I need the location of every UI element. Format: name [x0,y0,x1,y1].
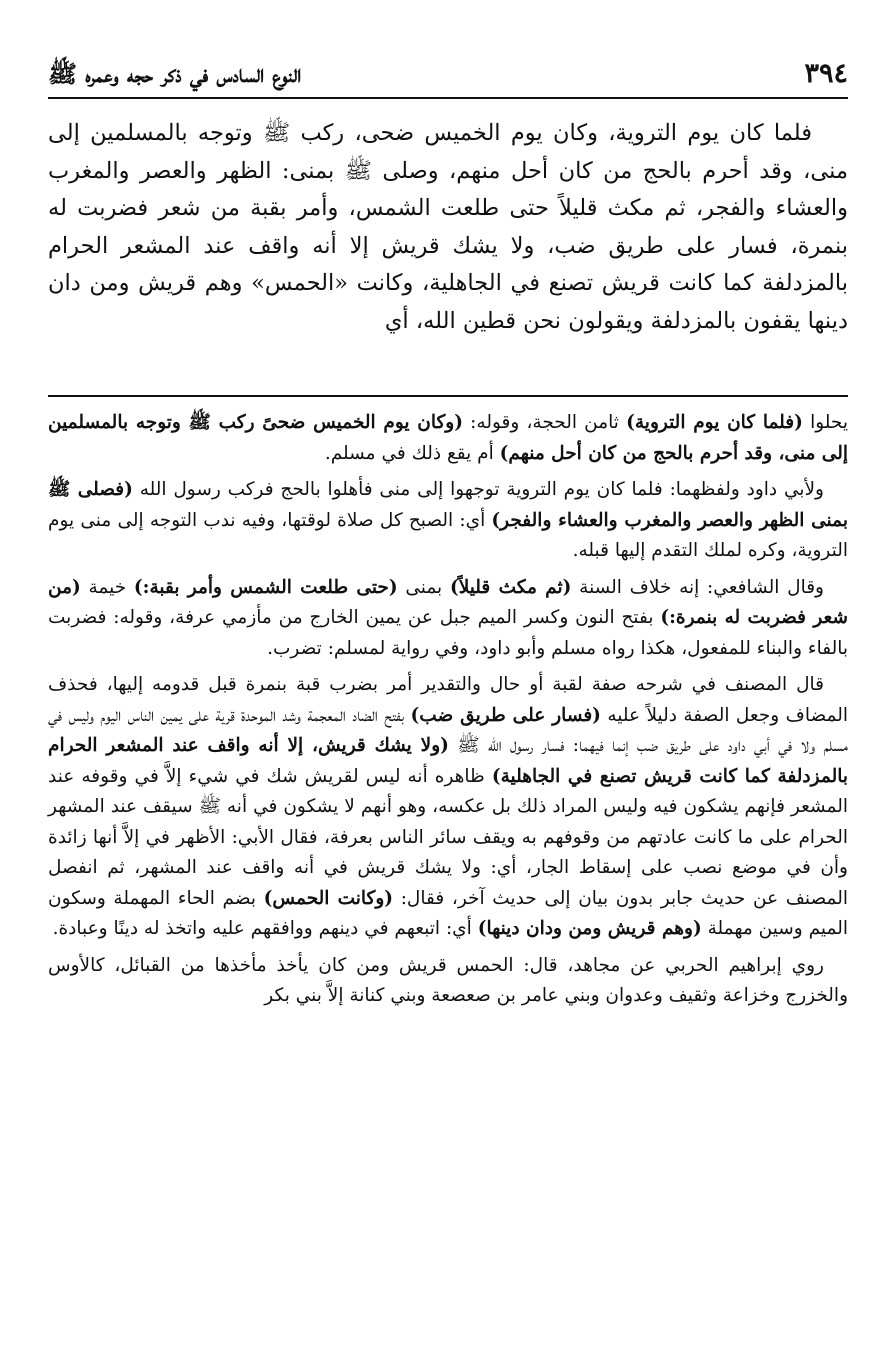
commentary-text: أم يقع ذلك في مسلم. [324,442,500,464]
quoted-source-text: (وكانت الحمس) [263,887,394,909]
commentary-text: أي: اتبعهم في دينهم ووافقهم عليه واتخذ له دينًا وعبادة. [52,918,478,939]
commentary-text: أي: الصبح كل صلاة لوقتها، وفيه ندب التوجه إلى منى يوم التروية، وكره لملك التقدم إليها قبله. [48,509,848,561]
commentary-text: بفتح الضاد المعجمة وشد الموحدة قرية على يمين الناس اليوم وليس في مسلم ولا في أبي داود على طريق ضب إنما فيهما: فسار رسول الله ﷺ [48,704,848,756]
commentary-paragraph [48,475,848,567]
quoted-source-text: (فصلى ﷺ بمنى الظهر والعصر والمغرب والعشاء والفجر) [48,479,848,531]
commentary-text: ثامن الحجة، وقوله: [463,412,627,433]
commentary-paragraph [48,573,848,665]
commentary-text: بضم الحاء المهملة وسكون الميم وسين مهملة [48,887,848,939]
quoted-source-text: (ولا يشك قريش، إلا أنه واقف عند المشعر الحرام بالمزدلفة كما كانت قريش تصنع في الجاهلية) [48,735,848,787]
quoted-source-text: (فلما كان يوم التروية) [626,412,803,433]
commentary-text: خيمة [80,576,134,598]
commentary-separator-rule [48,395,848,397]
commentary-text: ظاهره أنه ليس لقريش شك في شيء إلاَّ في وقوفه عند المشعر فإنهم يشكون فيه وليس المراد ذلك بل عكسه، وهو أنهم لا يشكون في أنه ﷺ سيقف عند المشهر الحرام على ما كانت عادتهم من وقوفهم به ويقف سائر الناس بعرفة، فقال الأبي: الأظهر في إلاَّ أنها زائدة وأن في موضع نصب على إسقاط الجار، أي: ولا يشك قريش في أنه واقف عند المشهر، ثم انفصل المصنف عن حديث جابر بدون بيان إلى حديث آخر، فقال: [48,765,848,909]
quoted-source-text: (وكان يوم الخميس ضحىً ركب ﷺ وتوجه بالمسلمين إلى منى، وقد أحرم بالحج من كان أحل منهم) [48,412,848,464]
quoted-source-text: (حتى طلعت الشمس وأمر بقبة:) [133,576,398,598]
commentary-text: ولأبي داود ولفظهما: فلما كان يوم التروية توجهوا إلى منى فأهلوا بالحج فركب رسول الله [132,479,824,500]
running-title: النوع السادس في ذكر حجه وعمره ﷺ [48,59,302,88]
book-page [48,0,848,1359]
main-text-paragraph: فلما كان يوم التروية، وكان يوم الخميس ضحى، ركب ﷺ وتوجه بالمسلمين إلى منى، وقد أحرم بالحج من كان أحل منهم، وصلى ﷺ بمنى: الظهر والعصر والمغرب والعشاء والفجر، ثم مكث قليلاً حتى طلعت الشمس، وأمر بقبة من شعر فضربت له بنمرة، فسار على طريق ضب، ولا يشك قريش إلا أنه واقف عند المشعر الحرام بالمزدلفة كما كانت قريش تصنع في الجاهلية، وكانت «الحمس» وهم قريش ومن دان دينها يقفون بالمزدلفة ويقولون نحن قطين الله، أي [48,120,848,334]
quoted-source-text: (من شعر فضربت له بنمرة:) [48,576,848,628]
commentary-text: روي إبراهيم الحربي عن مجاهد، قال: الحمس قريش ومن كان يأخذ مأخذها من القبائل، كالأوس والخزرج وخزاعة وثقيف وعدوان وبني عامر بن صعصعة وبني كنانة إلاَّ بني بكر [48,954,848,1006]
header-rule [48,97,848,99]
page-number: ٣٩٤ [804,58,848,89]
commentary-paragraph [48,951,848,1012]
main-text [48,115,848,340]
commentary-text: قال المصنف في شرحه صفة لقبة أو حال والتقدير أمر بضرب قبة بنمرة قبل قدومه إليها، فحذف المضاف وجعل الصفة دليلاً عليه [48,674,848,726]
quoted-source-text: (وهم قريش ومن ودان دينها) [477,918,702,939]
commentary [48,408,848,1018]
commentary-text: بفتح النون وكسر الميم جبل عن يمين الخارج من مأزمي عرفة، وقوله: فضربت بالفاء والبناء للمفعول، هكذا رواه مسلم وأبو داود، وفي رواية لمسلم: تضرب. [48,607,848,659]
quoted-source-text: (فسار على طريق ضب) [410,704,601,726]
commentary-text: يحلوا [802,412,848,433]
quoted-source-text: (ثم مكث قليلاً) [449,576,572,598]
commentary-text: بمنى [397,576,450,598]
page-header [48,54,848,94]
commentary-text: وقال الشافعي: إنه خلاف السنة [571,576,824,598]
commentary-paragraph [48,670,848,945]
commentary-paragraph [48,408,848,469]
